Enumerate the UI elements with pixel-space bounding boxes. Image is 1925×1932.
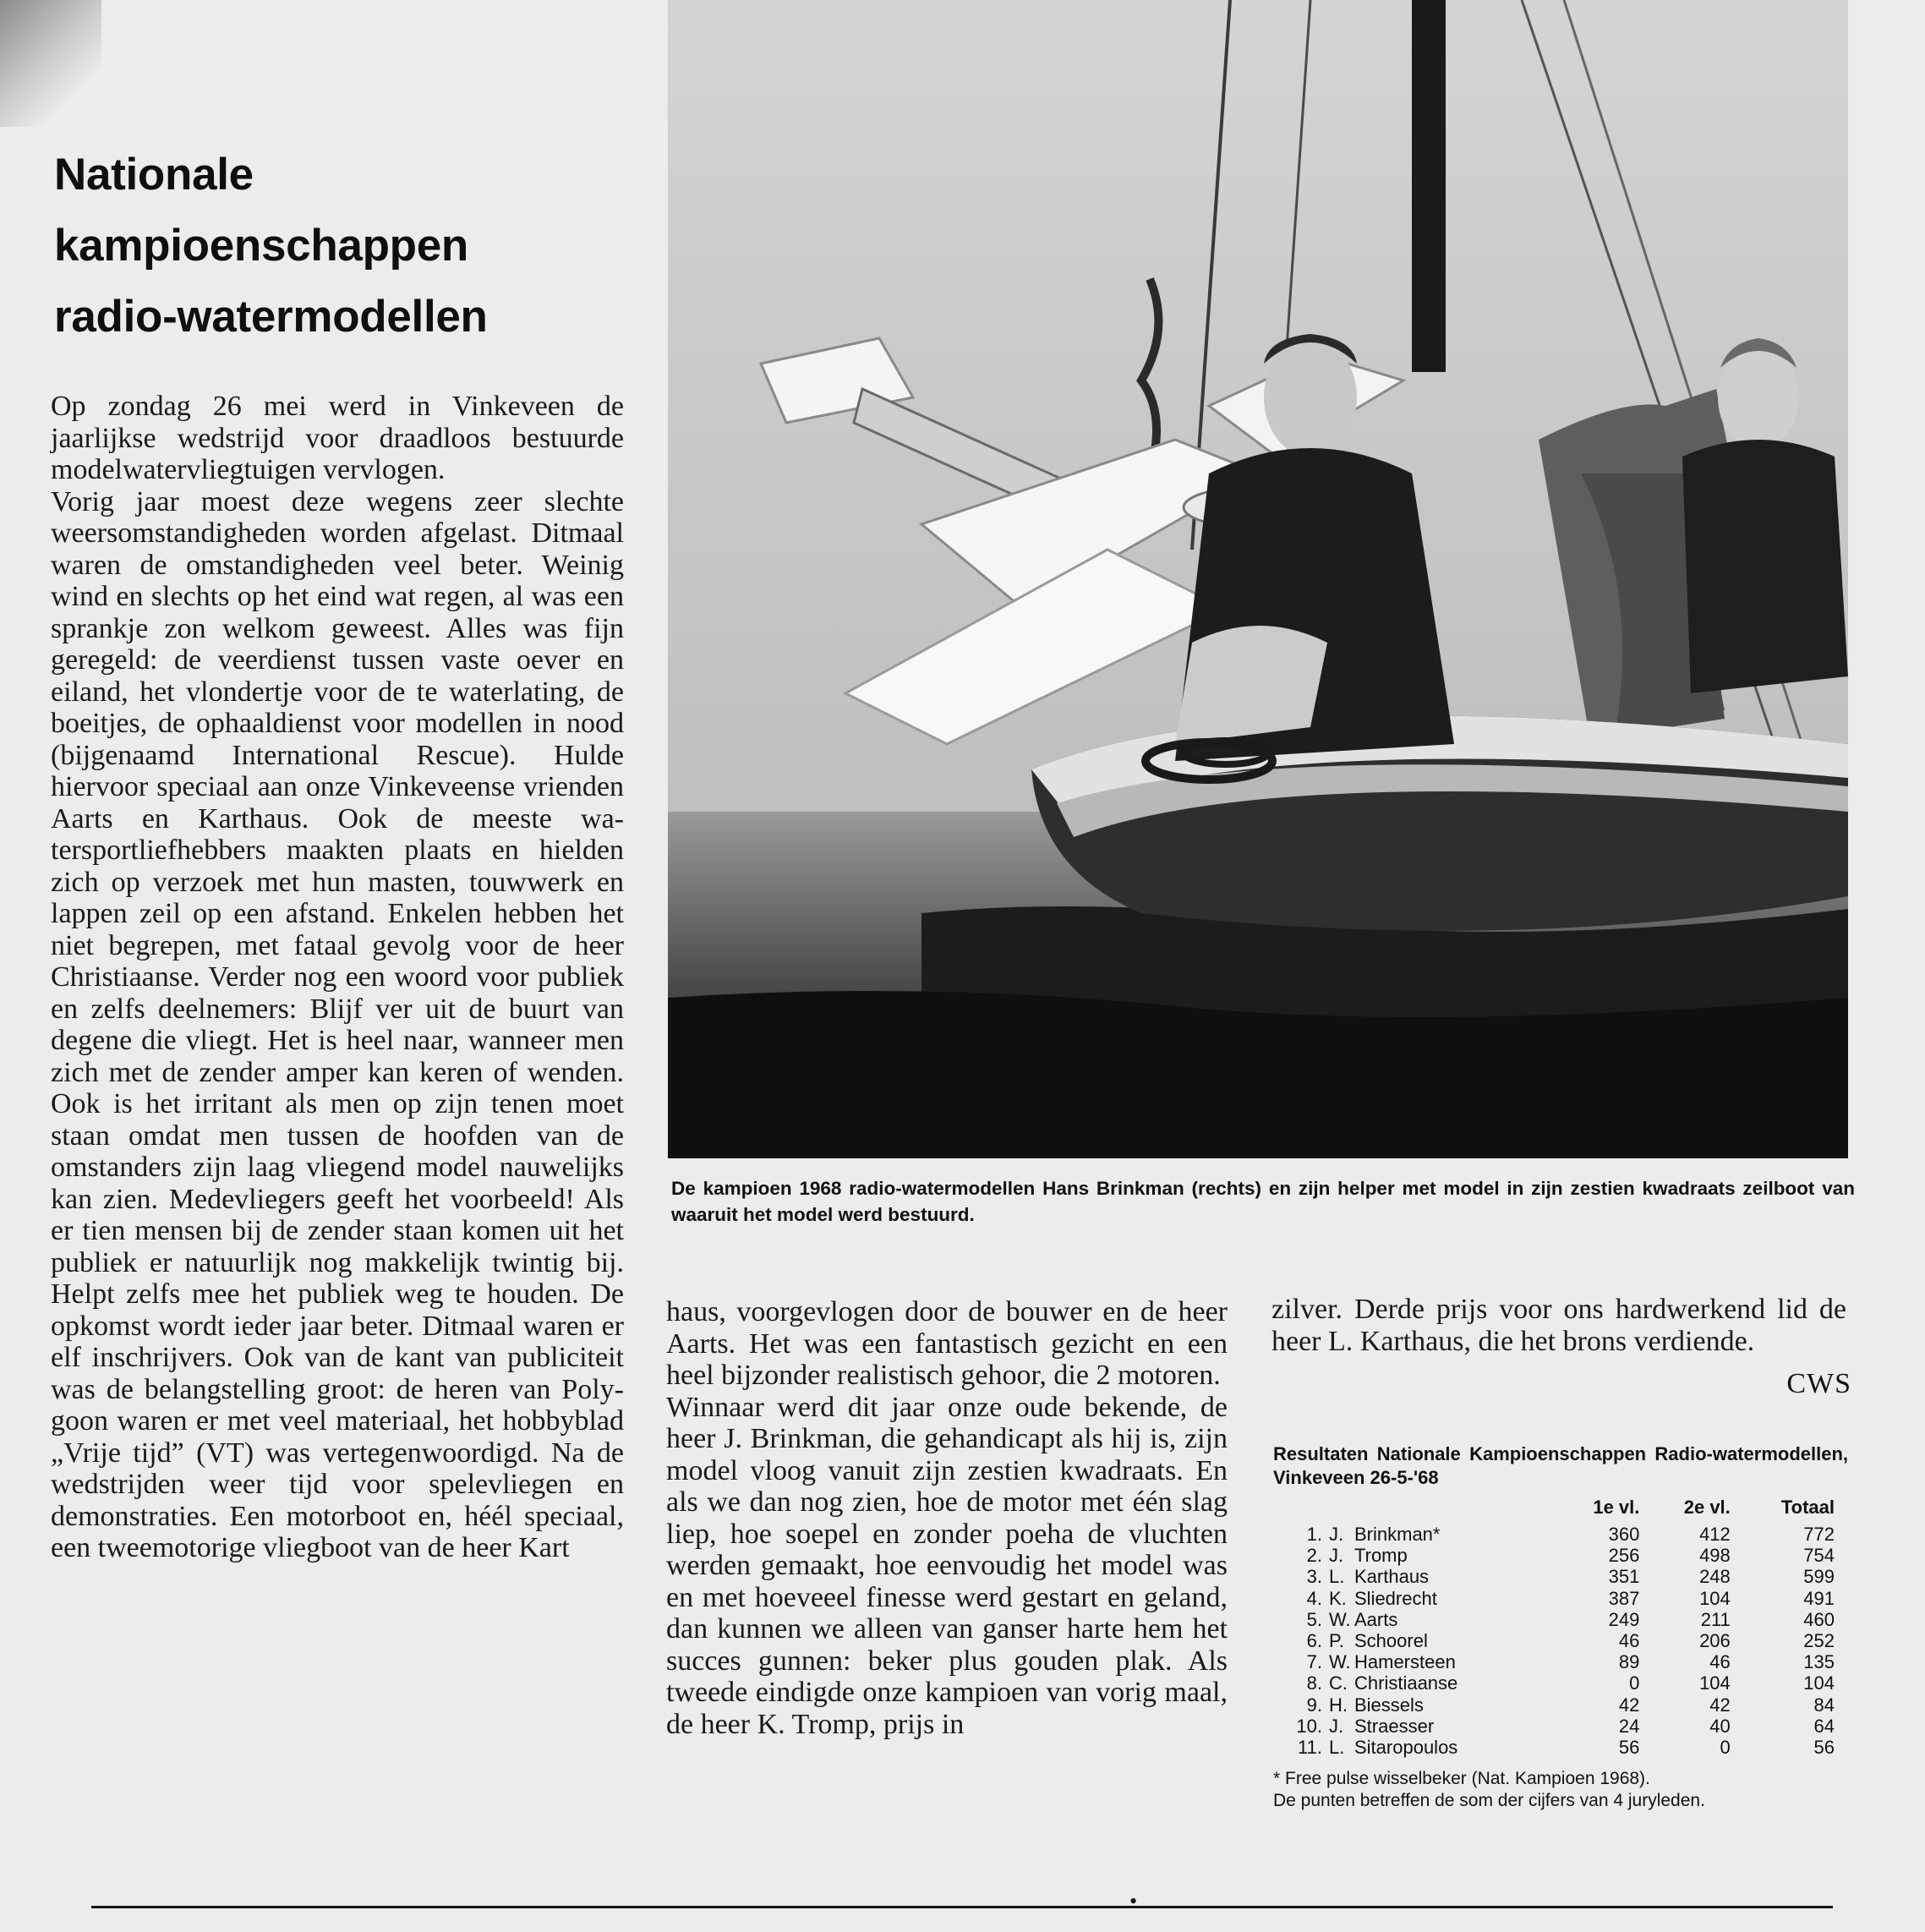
results-total: 135 — [1803, 1651, 1835, 1673]
results-rank: 10. — [1296, 1715, 1322, 1737]
results-name: Tromp — [1354, 1545, 1408, 1567]
results-rank: 11. — [1298, 1737, 1322, 1759]
results-initial: J. — [1329, 1524, 1344, 1545]
results-rank: 9. — [1306, 1694, 1322, 1716]
results-first-flight: 89 — [1618, 1651, 1640, 1673]
results-rank: 6. — [1306, 1630, 1322, 1652]
results-initial: W. — [1329, 1608, 1351, 1630]
results-table — [1273, 1497, 1835, 1758]
results-name: Karthaus — [1354, 1566, 1430, 1588]
results-box — [1273, 1442, 1848, 1812]
paragraph: Op zondag 26 mei werd in Vinkeveen de jaarlijkse wedstrijd voor draadloos bestuurde modelwatervliegtuigen vervlogen. — [51, 391, 624, 485]
results-row — [1273, 1737, 1835, 1758]
rule-mark: • — [1129, 1889, 1138, 1913]
results-footnote: * Free pulse wisselbeker (Nat. Kampioen 1968). — [1273, 1769, 1650, 1789]
results-total: 772 — [1803, 1524, 1835, 1545]
results-footnote: De punten betreffen de som der cijfers van 4 juryleden. — [1273, 1791, 1705, 1811]
results-total: 56 — [1813, 1737, 1835, 1759]
results-rank: 7. — [1306, 1651, 1322, 1673]
results-second-flight: 211 — [1700, 1608, 1731, 1630]
results-initial: J. — [1329, 1545, 1344, 1567]
results-name: Straesser — [1354, 1715, 1435, 1737]
results-name: Schoorel — [1354, 1630, 1428, 1652]
results-total: 754 — [1803, 1545, 1835, 1567]
paragraph: haus, voorgevlogen door de bouwer en de heer Aarts. Het was een fantastisch gezicht en een heel bijzonder realistisch gehoor, die 2 motoren. — [666, 1296, 1228, 1391]
results-initial: K. — [1329, 1587, 1347, 1609]
results-initial: L. — [1329, 1566, 1345, 1588]
results-name: Hamersteen — [1354, 1651, 1456, 1673]
results-initial: H. — [1329, 1694, 1348, 1716]
results-row — [1273, 1545, 1835, 1566]
paragraph: Winnaar werd dit jaar onze oude bekende, de heer J. Brinkman, die gehandicapt als hij is, zijn model vloog vanuit zijn zestien kwadraats. En als we dan nog zien, hoe de motor met één slag liep, hoe soepel en zonder poeha de vluchten werden gemaakt, hoe eenvoudig het model was en met hoeveeel finesse werd gestart en geland, dan kunnen we alleen van ganser harte hem het succes gunnen: beker plus gouden plak. Als tweede eindigde onze kampioen van vorig maal, de heer K. Tromp, prijs in — [666, 1391, 1228, 1740]
headline-line: Nationale — [54, 150, 254, 200]
column-header: 2e vl. — [1683, 1497, 1731, 1518]
results-row — [1273, 1716, 1835, 1737]
results-first-flight: 360 — [1608, 1524, 1640, 1545]
results-row — [1273, 1609, 1835, 1630]
results-first-flight: 0 — [1629, 1672, 1640, 1694]
results-name: Sliedrecht — [1354, 1587, 1437, 1609]
results-first-flight: 24 — [1618, 1715, 1640, 1737]
results-second-flight: 104 — [1699, 1672, 1731, 1694]
headline-line: kampioenschappen — [54, 221, 469, 271]
results-total: 104 — [1803, 1672, 1835, 1694]
bottom-rule — [91, 1906, 1833, 1908]
results-row — [1273, 1524, 1835, 1545]
results-first-flight: 46 — [1618, 1630, 1640, 1652]
results-row — [1273, 1588, 1835, 1609]
results-initial: C. — [1329, 1672, 1348, 1694]
results-initial: L. — [1329, 1737, 1345, 1759]
results-second-flight: 248 — [1699, 1566, 1731, 1588]
results-total: 599 — [1803, 1566, 1835, 1588]
results-rank: 3. — [1306, 1566, 1322, 1588]
results-first-flight: 387 — [1608, 1587, 1640, 1609]
results-header-row — [1273, 1497, 1835, 1524]
results-notes — [1273, 1768, 1848, 1812]
results-total: 491 — [1803, 1587, 1835, 1609]
article-headline — [54, 140, 629, 353]
results-first-flight: 56 — [1618, 1737, 1640, 1759]
results-total: 64 — [1813, 1715, 1835, 1737]
results-second-flight: 0 — [1720, 1737, 1731, 1759]
page-corner-shadow — [0, 0, 101, 127]
column-header: Totaal — [1780, 1497, 1835, 1518]
results-first-flight: 351 — [1608, 1566, 1640, 1588]
results-name: Aarts — [1354, 1608, 1398, 1630]
sailboat-photo-illustration — [668, 0, 1848, 1158]
headline-line: radio-watermodellen — [54, 292, 488, 342]
paragraph: Vorig jaar moest deze wegens zeer slechte weersomstandigheden worden afgelast. Ditmaal waren de omstandigheden veel beter. Weinig wind en slechts op het eind wat regen, al was een sprankje zon welkom geweest. Alles was fijn geregeld: de veerdienst tussen vaste oever en eiland, het vlondertje voor de te waterlating, de boeitjes, de ophaaldienst voor modellen in nood (bijgenaamd International Rescue). Hulde hiervoor speciaal aan onze Vinkeveense vrienden Aarts en Karthaus. Ook de meeste watersportliefhebbers maakten plaats en hielden zich op verzoek met hun masten, touwwerk en lappen zeil op een afstand. Enkelen hebben het niet begrepen, met fataal gevolg voor de heer Christiaanse. Verder nog een woord voor publiek en zelfs deelnemers: Blijf ver uit de buurt van degene die vliegt. Het is heel naar, wanneer men zich met de zender amper kan keren of wenden. Ook is het irritant als men op zijn tenen moet staan omdat men tussen de hoofden van de omstanders zijn laag vliegend model nauwelijks kan zien. Medevliegers geeft het voorbeeld! Als er tien mensen bij de zender staan komen uit het publiek er natuurlijk nog makkelijk twintig bij. Helpt zelfs mee het publiek weg te houden. De opkomst wordt ieder jaar beter. Ditmaal waren er elf inschrijvers. Ook van de kant van publiciteit was de belangstelling groot: de heren van Polygoon waren er met veel materiaal, het hobbyblad „Vrije tijd” (VT) was vertegenwoordigd. Na de wedstrijden weer tijd voor spelevliegen en demonstraties. Een motorboot en, héél speciaal, een tweemotorige vliegboot van de heer Kart — [51, 485, 624, 1563]
results-row — [1273, 1566, 1835, 1587]
results-rank: 2. — [1306, 1545, 1322, 1567]
results-second-flight: 412 — [1699, 1524, 1731, 1545]
photo-caption: De kampioen 1968 radio-watermodellen Hans Brinkman (rechts) en zijn helper met model in zijn zestien kwadraats zeilboot van waaruit het model werd bestuurd. — [671, 1178, 1855, 1225]
results-title: Resultaten Nationale Kampioenschappen Radio-watermodellen, Vinkeveen 26-5-'68 — [1273, 1443, 1848, 1488]
results-second-flight: 104 — [1699, 1587, 1731, 1609]
results-second-flight: 40 — [1709, 1715, 1731, 1737]
results-second-flight: 206 — [1699, 1630, 1731, 1652]
results-first-flight: 42 — [1618, 1694, 1640, 1716]
results-row — [1273, 1672, 1835, 1694]
results-total: 84 — [1813, 1694, 1835, 1716]
results-first-flight: 256 — [1608, 1545, 1640, 1567]
column-header: 1e vl. — [1593, 1497, 1640, 1518]
results-initial: J. — [1329, 1715, 1344, 1737]
results-rank: 4. — [1306, 1587, 1322, 1609]
results-initial: P. — [1329, 1630, 1344, 1652]
paragraph: zilver. Derde prijs voor ons hardwerkend lid de heer L. Karthaus, die het brons verdiende. — [1271, 1294, 1846, 1357]
results-rank: 5. — [1306, 1608, 1322, 1630]
results-total: 252 — [1803, 1630, 1835, 1652]
results-name: Christiaanse — [1354, 1672, 1458, 1694]
results-name: Brinkman* — [1354, 1524, 1441, 1545]
results-row — [1273, 1651, 1835, 1672]
results-first-flight: 249 — [1608, 1608, 1640, 1630]
results-body — [1273, 1524, 1835, 1758]
results-initial: W. — [1329, 1651, 1351, 1673]
results-rank: 8. — [1306, 1672, 1322, 1694]
results-rank: 1. — [1306, 1524, 1322, 1545]
results-row — [1273, 1630, 1835, 1651]
results-total: 460 — [1803, 1608, 1835, 1630]
article-column-left — [51, 391, 624, 1564]
results-name: Biessels — [1354, 1694, 1424, 1716]
results-second-flight: 42 — [1709, 1694, 1731, 1716]
results-name: Sitaropoulos — [1354, 1737, 1458, 1759]
sailboat-photo — [668, 0, 1848, 1158]
results-row — [1273, 1694, 1835, 1716]
article-column-middle — [666, 1296, 1228, 1740]
results-second-flight: 46 — [1709, 1651, 1731, 1673]
results-second-flight: 498 — [1699, 1545, 1731, 1567]
article-column-right — [1271, 1294, 1846, 1357]
author-signature: CWS — [1786, 1368, 1851, 1399]
